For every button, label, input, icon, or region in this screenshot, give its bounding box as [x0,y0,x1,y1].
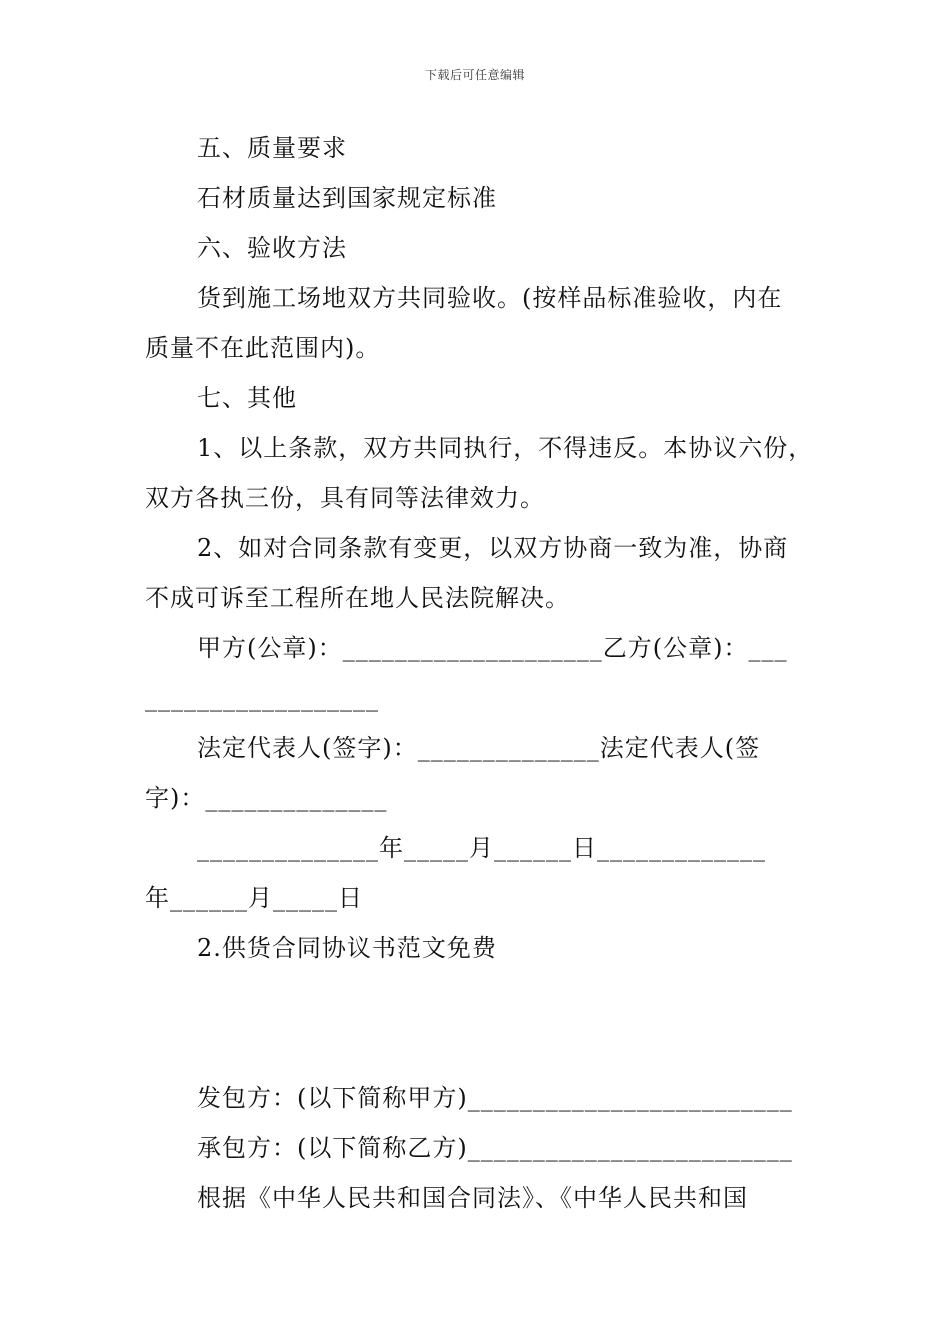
section-heading-acceptance: 六、验收方法 [197,234,347,262]
signature-date-line-2: 年______月_____日 [145,884,363,912]
paragraph-legal-basis: 根据《中华人民共和国合同法》、《中华人民共和国 [197,1184,748,1212]
signature-party-seals-line-1: 甲方(公章)：____________________乙方(公章)：___ [197,634,788,662]
paragraph-clause-1-line-2: 双方各执三份，具有同等法律效力。 [145,484,545,512]
paragraph-clause-2-line-2: 不成可诉至工程所在地人民法院解决。 [145,584,570,612]
section-heading-quality: 五、质量要求 [197,134,347,162]
paragraph-quality-standard: 石材质量达到国家规定标准 [197,184,497,212]
page-header-note: 下载后可任意编辑 [424,68,525,82]
paragraph-clause-2-line-1: 2、如对合同条款有变更，以双方协商一致为准，协商 [197,534,789,562]
signature-representatives-line-2: 字)：______________ [145,784,388,812]
signature-representatives-line-1: 法定代表人(签字)：______________法定代表人(签 [197,734,761,762]
paragraph-acceptance-line-1: 货到施工场地双方共同验收。(按样品标准验收，内在 [197,284,783,312]
party-contractor-line: 发包方：(以下简称甲方)_________________________ [197,1084,793,1112]
party-subcontractor-line: 承包方：(以下简称乙方)_________________________ [197,1134,793,1162]
signature-date-line-1: ______________年_____月______日_____________ [197,834,766,862]
signature-party-seals-line-2: __________________ [145,684,379,712]
section-heading-other: 七、其他 [197,384,297,412]
section-title-sample-2: 2.供货合同协议书范文免费 [197,934,497,962]
paragraph-acceptance-line-2: 质量不在此范围内)。 [145,334,381,362]
paragraph-clause-1-line-1: 1、以上条款，双方共同执行，不得违反。本协议六份， [197,434,814,462]
